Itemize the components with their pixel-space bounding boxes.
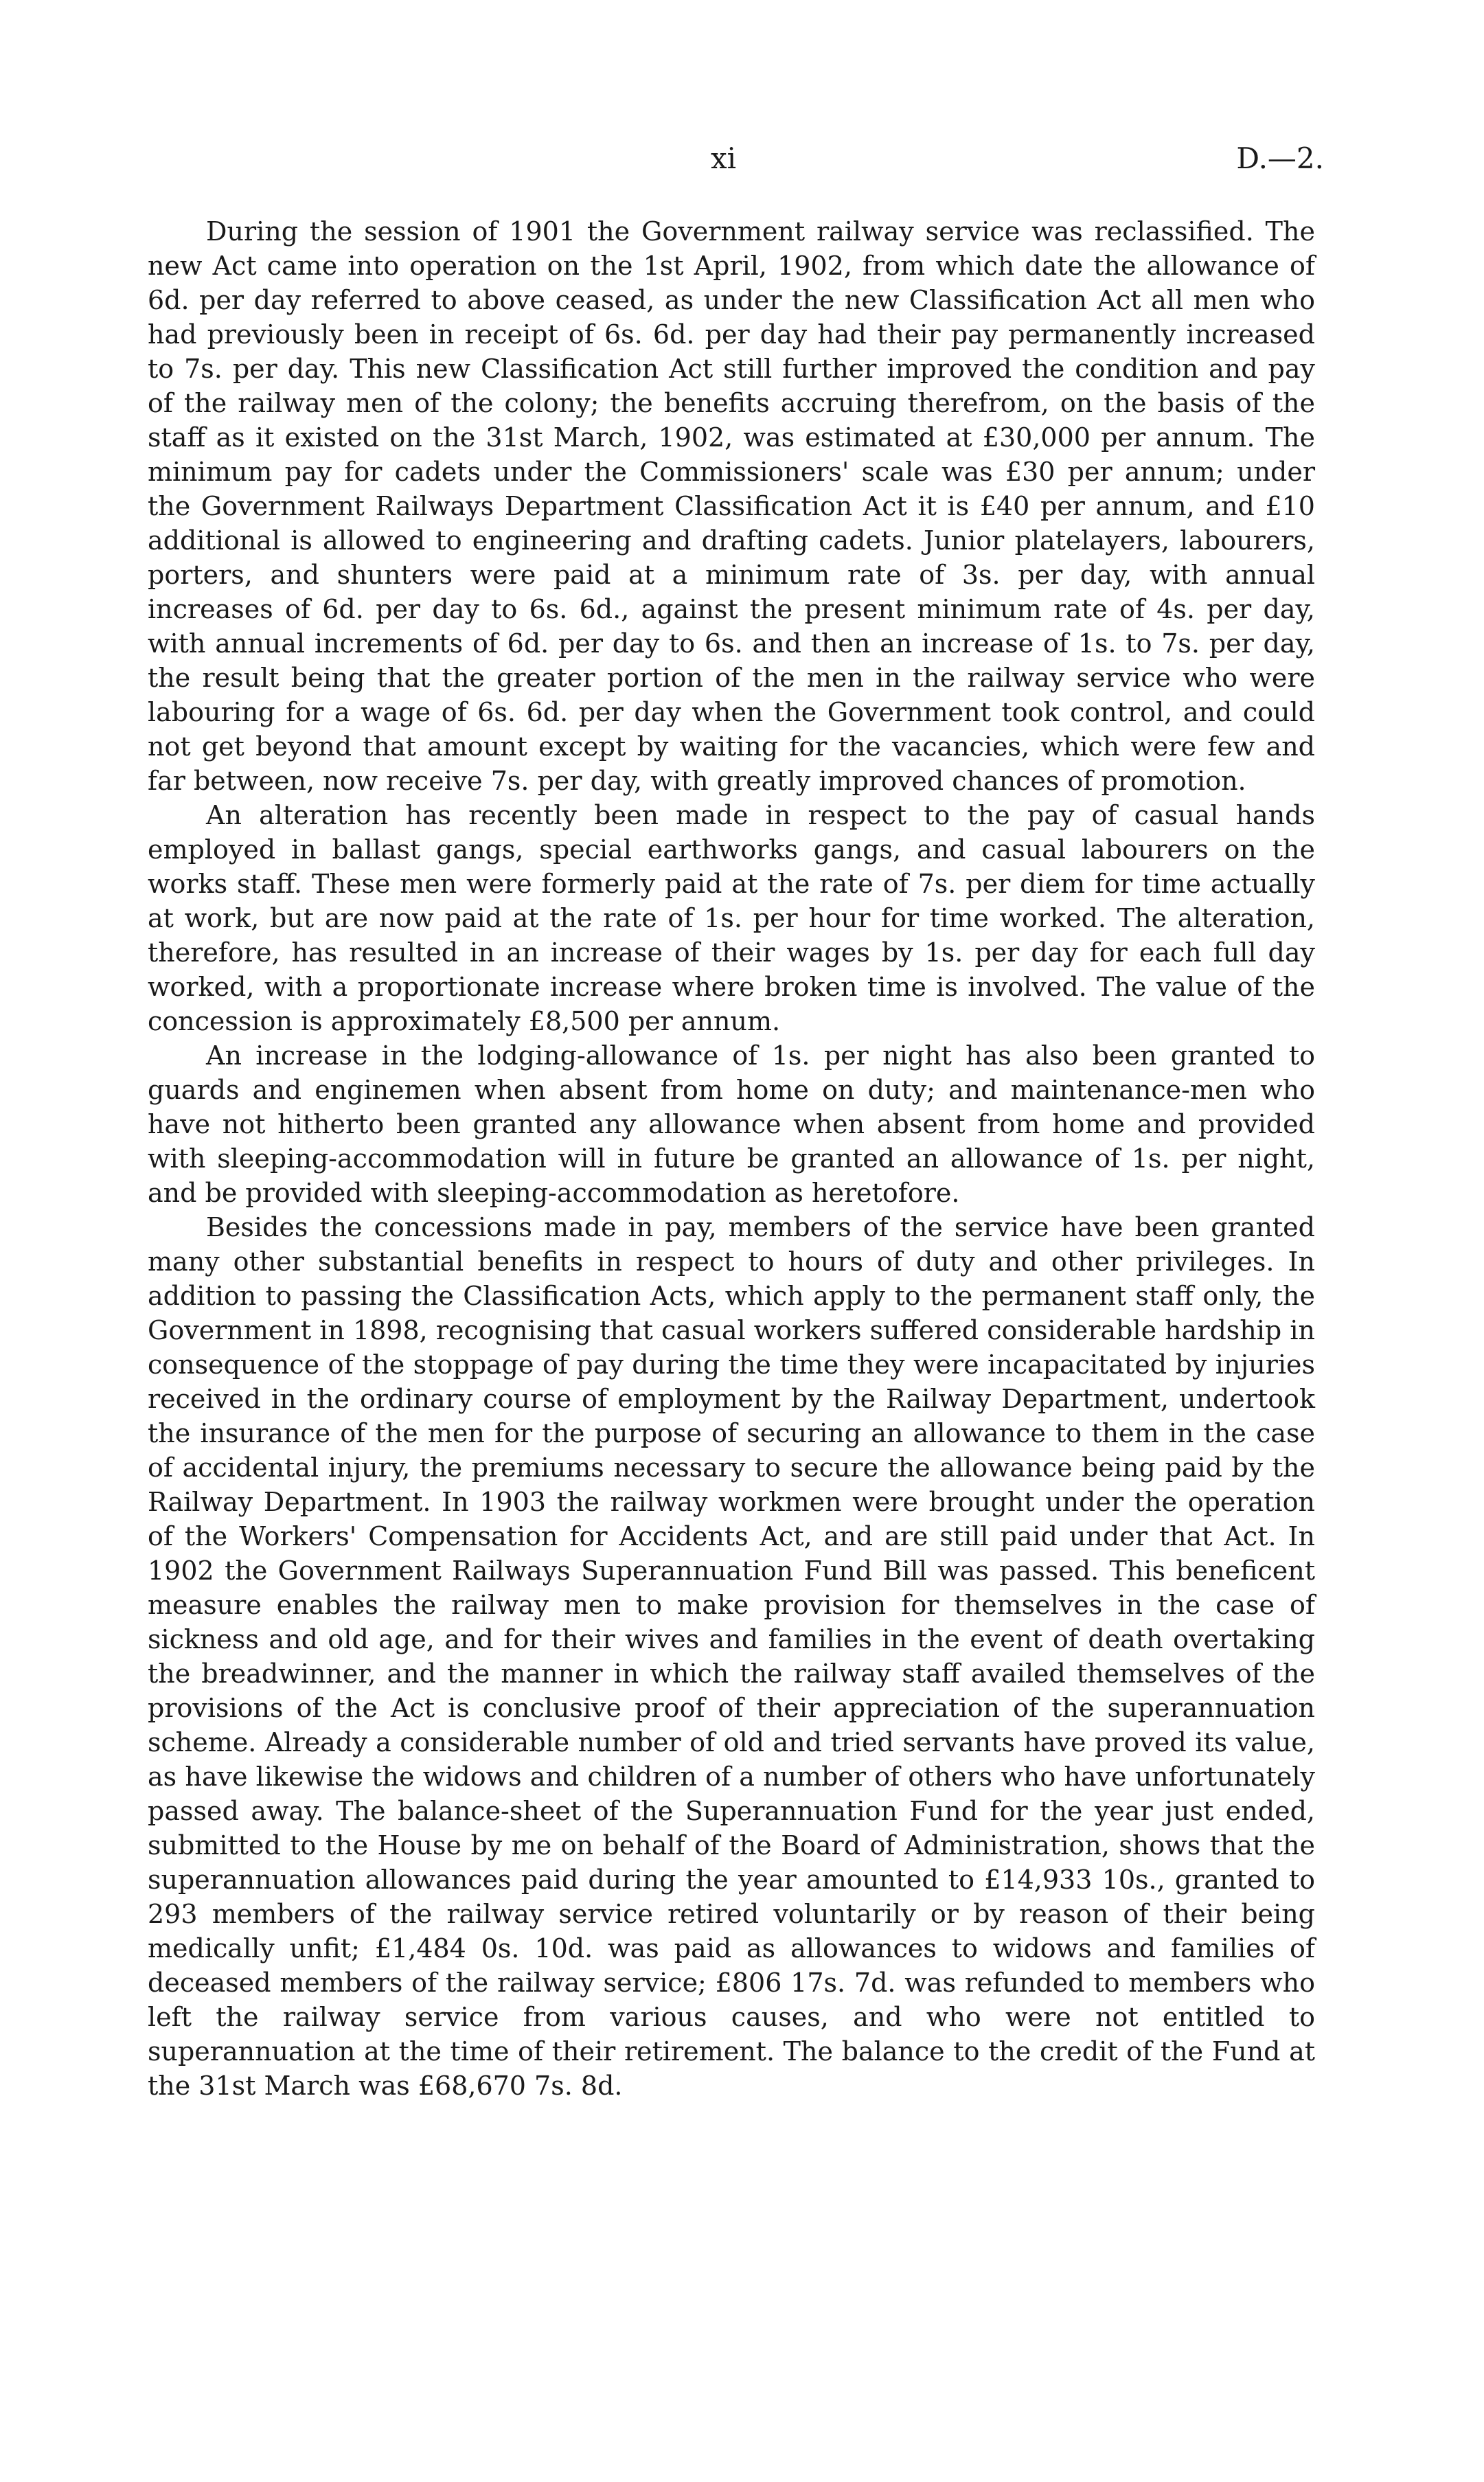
document-reference: D.—2. <box>1236 141 1324 175</box>
paragraph-other-benefits: Besides the concessions made in pay, members of the service have been granted many other substantial benefits in respect to hours of duty and other privileges. In addition to passing the Classification Acts, which apply to the permanent staff only, the Government in 1898, recognising that casual workers suffered considerable hardship in consequence of the stoppage of pay during the time they were incapacitated by injuries received in the ordinary course of employment by the Railway Department, undertook the insurance of the men for the purpose of securing an allowance to them in the case of accidental injury, the premiums necessary to secure the allowance being paid by the Railway Department. In 1903 the railway workmen were brought under the operation of the Workers' Compensation for Accidents Act, and are still paid under that Act. In 1902 the Government Railways Superannuation Fund Bill was passed. This beneficent measure enables the railway men to make provision for themselves in the case of sickness and old age, and for their wives and families in the event of death overtaking the breadwinner, and the manner in which the railway staff availed themselves of the provisions of the Act is conclusive proof of their appreciation of the superannuation scheme. Already a considerable number of old and tried servants have proved its value, as have likewise the widows and children of a number of others who have unfortunately passed away. The balance-sheet of the Superannuation Fund for the year just ended, submitted to the House by me on behalf of the Board of Administration, shows that the superannuation allowances paid during the year amounted to £14,933 10s., granted to 293 members of the railway service retired voluntarily or by reason of their being medically unfit; £1,484 0s. 10d. was paid as allowances to widows and families of deceased members of the railway service; £806 17s. 7d. was refunded to members who left the railway service from various causes, and who were not entitled to superannuation at the time of their retirement. The balance to the credit of the Fund at the 31st March was £68,670 7s. 8d. <box>148 1212 1315 2101</box>
paragraph-casual-hands: An alteration has recently been made in respect to the pay of casual hands employed in ballast gangs, special earthworks gangs, and casual labourers on the works staff. These men were formerly paid at the rate of 7s. per diem for time actually at work, but are now paid at the rate of 1s. per hour for time worked. The alteration, therefore, has resulted in an increase of their wages by 1s. per day for each full day worked, with a proportionate increase where broken time is involved. The value of the concession is approximately £8,500 per annum. <box>148 800 1315 1036</box>
paragraph-lodging-allowance: An increase in the lodging-allowance of 1s. per night has also been granted to guards and enginemen when absent from home on duty; and maintenance-men who have not hitherto been granted any allowance when absent from home and provided with sleeping-accommodation will in future be granted an allowance of 1s. per night, and be provided with sleeping-accommodation as heretofore. <box>148 1040 1315 1208</box>
page-header <box>0 135 1484 183</box>
body-text <box>148 214 1315 2103</box>
page-number: xi <box>711 141 737 175</box>
paragraph-reclassification: During the session of 1901 the Government railway service was reclassified. The new Act came into operation on the 1st April, 1902, from which date the allowance of 6d. per day referred to above ceased, as under the new Classification Act all men who had previously been in receipt of 6s. 6d. per day had their pay permanently increased to 7s. per day. This new Classification Act still further improved the condition and pay of the railway men of the colony; the benefits accruing therefrom, on the basis of the staff as it existed on the 31st March, 1902, was estimated at £30,000 per annum. The minimum pay for cadets under the Commissioners' scale was £30 per annum; under the Government Railways Department Classification Act it is £40 per annum, and £10 additional is allowed to engineering and drafting cadets. Junior platelayers, labourers, porters, and shunters were paid at a minimum rate of 3s. per day, with annual increases of 6d. per day to 6s. 6d., against the present minimum rate of 4s. per day, with annual increments of 6d. per day to 6s. and then an increase of 1s. to 7s. per day, the result being that the greater portion of the men in the railway service who were labouring for a wage of 6s. 6d. per day when the Government took control, and could not get beyond that amount except by waiting for the vacancies, which were few and far between, now receive 7s. per day, with greatly improved chances of promotion. <box>148 216 1315 796</box>
